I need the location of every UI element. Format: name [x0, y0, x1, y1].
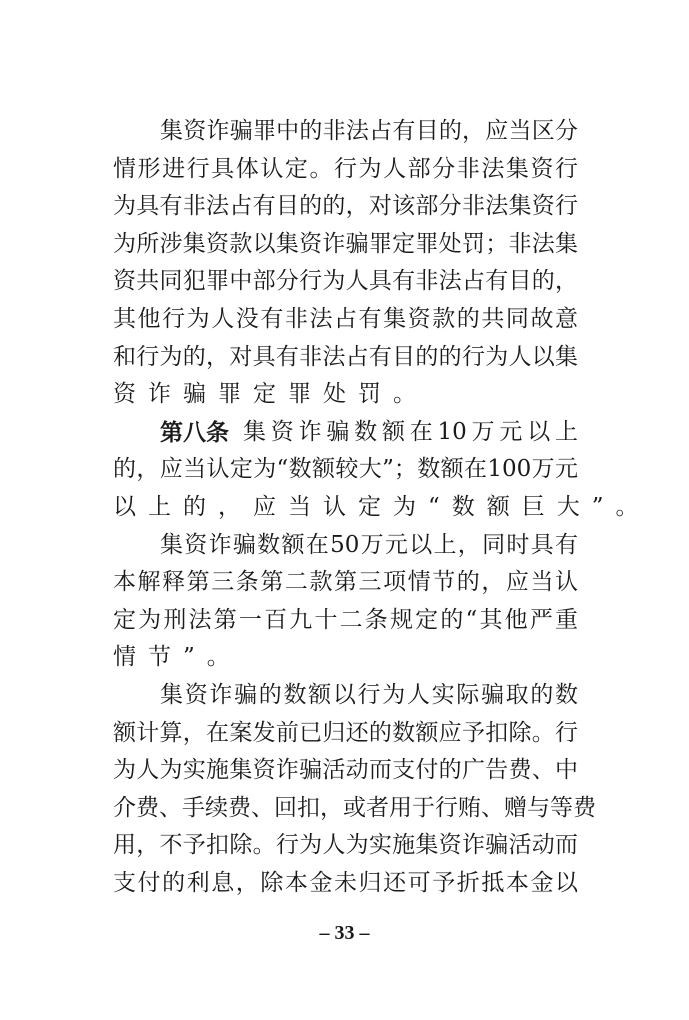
- text-line: 集资诈骗数额在50万元以上，同时具有: [160, 531, 578, 558]
- text-line: 以上的，应当认定为“数额巨大”。: [113, 493, 651, 520]
- text-line: 集资诈骗罪中的非法占有目的，应当区分: [160, 118, 578, 144]
- text-line: 支付的利息，除本金未归还可予折抵本金以: [113, 869, 578, 896]
- text-line: 和行为的，对具有非法占有目的的行为人以集: [113, 343, 578, 370]
- text-line: 其他行为人没有非法占有集资款的共同故意: [113, 305, 578, 332]
- text-line: 本解释第三条第二款第三项情节的，应当认: [113, 569, 578, 596]
- text-line: 为人为实施集资诈骗活动而支付的广告费、中: [113, 757, 578, 784]
- text-line: 集资诈骗的数额以行为人实际骗取的数: [160, 681, 578, 708]
- text-line: 资共同犯罪中部分行为人具有非法占有目的，: [113, 268, 578, 295]
- text-line: 情节”。: [113, 644, 242, 671]
- text-line: [113, 414, 578, 452]
- text-line: 用，不予扣除。行为人为实施集资诈骗活动而: [113, 832, 578, 859]
- text-line: 额计算，在案发前已归还的数额应予扣除。行: [113, 719, 578, 746]
- page-number: – 33 –: [319, 922, 370, 944]
- text-line: 为所涉集资款以集资诈骗罪定罪处罚；非法集: [113, 230, 578, 257]
- paragraph-serious-circumstances: [113, 527, 578, 677]
- text-line-content: 集资诈骗数额在10万元以上: [243, 418, 578, 445]
- document-body: [113, 113, 651, 902]
- text-line: 定为刑法第一百九十二条规定的“其他严重: [113, 606, 578, 633]
- text-line: 情形进行具体认定。行为人部分非法集资行: [113, 155, 578, 182]
- paragraph-article-8: [113, 414, 651, 527]
- paragraph-illegal-possession: [113, 113, 578, 414]
- paragraph-amount-calculation: [113, 677, 596, 903]
- article-heading: 第八条: [160, 418, 229, 446]
- text-line: 介费、手续费、回扣，或者用于行贿、赠与等费: [113, 794, 596, 821]
- text-line: 为具有非法占有目的的，对该部分非法集资行: [113, 193, 578, 220]
- text-line: 的，应当认定为“数额较大”；数额在100万元: [113, 456, 578, 483]
- text-line: 资诈骗罪定罪处罚。: [113, 381, 428, 408]
